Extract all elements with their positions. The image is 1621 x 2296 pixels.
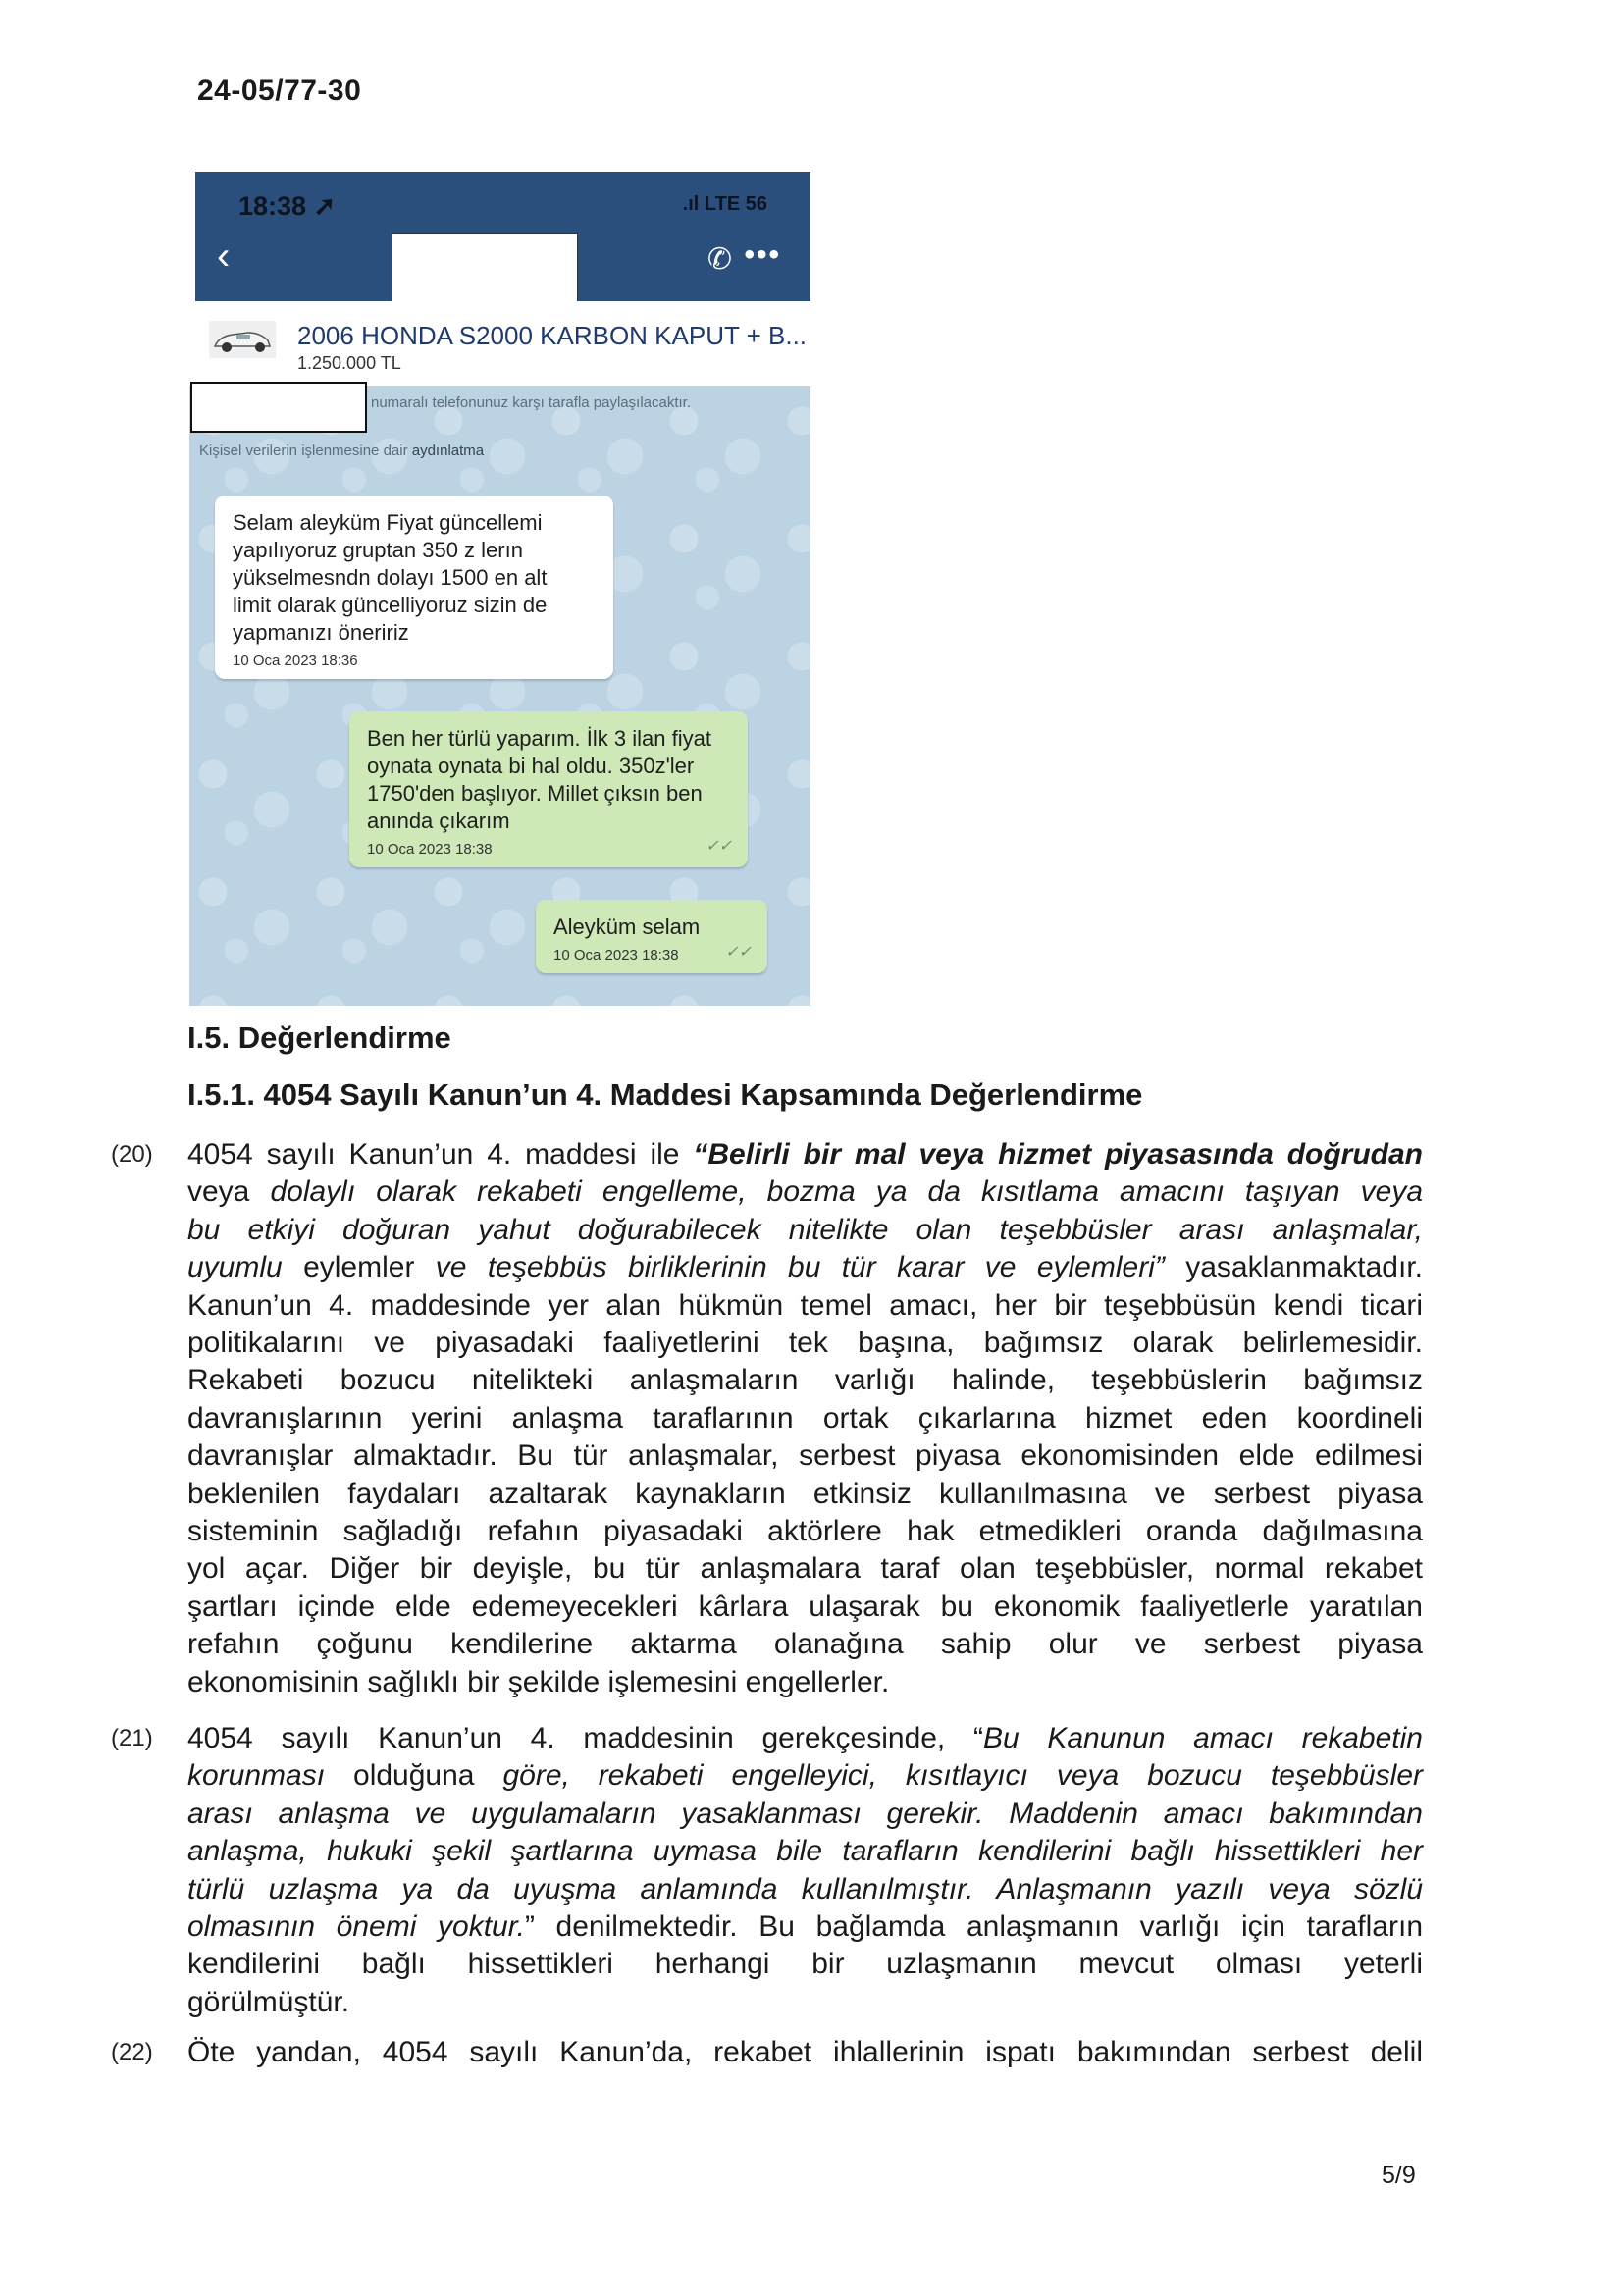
text-run: eylemler — [282, 1251, 436, 1284]
text-run: olduğuna — [325, 1759, 503, 1793]
text-line: davranışlar almaktadır. Bu tür anlaşmalar, serbest piyasa ekonomisinden elde edilmesi — [187, 1439, 1423, 1473]
listing-price: 1.250.000 TL — [297, 353, 401, 373]
privacy-link[interactable]: aydınlatma — [411, 443, 485, 459]
text-line — [187, 1136, 1423, 1174]
quote-run: korunması — [187, 1759, 326, 1793]
redacted-contact-name — [392, 233, 578, 303]
paragraph-20 — [187, 1136, 1423, 1701]
message-outgoing — [349, 711, 748, 867]
car-thumbnail-icon — [209, 321, 276, 358]
text-run: 4054 sayılı Kanun’un 4. maddesinin gerekçesinde, “ — [187, 1722, 983, 1754]
text-line — [187, 1720, 1423, 1757]
quote-run: göre, rekabeti engelleyici, kısıtlayıcı veya bozucu teşebbüsler — [502, 1759, 1423, 1793]
listing-title: 2006 HONDA S2000 KARBON KAPUT + B... — [297, 321, 808, 350]
privacy-notice: numaralı telefonunuz karşı tarafla paylaşılacaktır. — [371, 394, 692, 411]
back-icon[interactable]: ‹ — [217, 235, 231, 278]
status-time: 18:38 ➚ — [238, 191, 337, 221]
text-line: şartları içinde elde edemeyecekleri kârlara ulaşarak bu ekonomik faaliyetlerle yaratılan — [187, 1590, 1423, 1623]
message-text: Ben her türlü yaparım. İlk 3 ilan fiyat oynata oynata bi hal oldu. 350z'ler 1750'den başlıyor. Millet çıksın ben anında çıkarım — [367, 726, 711, 833]
redacted-phone-number — [190, 382, 367, 433]
paragraph-21 — [187, 1720, 1423, 2021]
text-run: yasaklanmaktadır. — [1164, 1251, 1423, 1284]
text-line: refahın çoğunu kendilerine aktarma olanağına sahip olur ve serbest piyasa — [187, 1628, 1423, 1661]
text-line: davranışlarının yerini anlaşma taraflarının ortak çıkarlarına hizmet eden koordineli — [187, 1401, 1423, 1435]
paragraph-22 — [187, 2034, 1423, 2071]
chat-header — [195, 172, 810, 301]
text-line: politikalarını ve piyasadaki faaliyetlerini tek başına, bağımsız olarak belirlemesidir. — [187, 1327, 1423, 1360]
quote-run: anlaşma, hukuki şekil şartlarına uymasa bile tarafların kendilerini bağlı hissettikleri her — [187, 1835, 1423, 1868]
text-run: veya — [187, 1175, 271, 1209]
phone-icon[interactable]: ✆ — [706, 243, 732, 276]
text-line — [187, 1174, 1423, 1211]
message-text: Selam aleyküm Fiyat güncellemi yapılıyoruz gruptan 350 z lerın yükselmesndn dolayı 1500 en alt limit olarak güncelliyoruz sizin de yapmanızı öneririz — [233, 510, 548, 645]
text-line — [187, 1249, 1423, 1286]
text-line — [187, 1757, 1423, 1795]
more-icon[interactable]: ••• — [744, 238, 781, 271]
text-run: 4054 sayılı Kanun’un 4. maddesi ile — [187, 1138, 694, 1171]
text-line: Kanun’un 4. maddesinde yer alan hükmün temel amacı, her bir teşebbüsün kendi ticari — [187, 1288, 1423, 1322]
text-line: ekonomisinin sağlıklı bir şekilde işlemesini engellerler. — [187, 1665, 890, 1698]
quote-run: bu etkiyi doğuran yahut doğurabilecek nitelikte olan teşebbüsler arası anlaşmalar, — [187, 1213, 1423, 1246]
text-line — [187, 1212, 1423, 1249]
quote-run: Bu Kanunun amacı rekabetin — [982, 1722, 1423, 1754]
message-text: Aleyküm selam — [553, 914, 701, 939]
section-heading: I.5. Değerlendirme — [187, 1020, 451, 1055]
text-run: ” denilmektedir. Bu bağlamda anlaşmanın varlığı için tarafların — [524, 1910, 1424, 1944]
text-line — [187, 1908, 1423, 1946]
quote-run: olmasının önemi yoktur. — [187, 1910, 525, 1944]
quote-run: ve teşebbüs birliklerinin bu tür karar ve eylemleri” — [435, 1251, 1165, 1284]
text-line: yol açar. Diğer bir deyişle, bu tür anlaşmalara taraf olan teşebbüsler, normal rekabet — [187, 1552, 1423, 1586]
text-line: Rekabeti bozucu nitelikteki anlaşmaların varlığı halinde, teşebbüslerin bağımsız — [187, 1364, 1423, 1397]
text-line — [187, 1871, 1423, 1908]
read-ticks-icon: ✓✓ — [725, 944, 752, 961]
quote-run: türlü uzlaşma ya da uyuşma anlamında kullanılmıştır. Anlaşmanın yazılı veya sözlü — [187, 1872, 1423, 1905]
paragraph-number: (21) — [111, 1725, 153, 1751]
text-line — [187, 1833, 1423, 1870]
quote-run: dolaylı olarak rekabeti engelleme, bozma ya da kısıtlama amacını taşıyan veya — [270, 1175, 1423, 1209]
paragraph-number: (20) — [111, 1141, 153, 1168]
quote-run: “Belirli bir mal veya hizmet piyasasında doğrudan — [693, 1138, 1424, 1171]
listing-banner[interactable] — [195, 301, 810, 388]
chat-screenshot — [187, 172, 810, 1006]
signal-icon: .ıl LTE 56 — [682, 193, 767, 215]
message-time: 10 Oca 2023 18:38 — [367, 841, 493, 858]
message-time: 10 Oca 2023 18:38 — [553, 947, 679, 964]
subsection-heading: I.5.1. 4054 Sayılı Kanun’un 4. Maddesi Kapsamında Değerlendirme — [187, 1077, 1143, 1112]
quote-run: uyumlu — [187, 1251, 283, 1284]
text-line: beklenilen faydaları azaltarak kaynakların etkinsiz kullanılmasına ve serbest piyasa — [187, 1477, 1423, 1510]
text-line: sisteminin sağladığı refahın piyasadaki aktörlere hak etmedikleri oranda dağılmasına — [187, 1515, 1423, 1548]
quote-run: arası anlaşma ve uygulamaların yasaklanması gerekir. Maddenin amacı bakımından — [187, 1797, 1423, 1830]
text-line — [187, 1796, 1423, 1833]
privacy-link-line — [199, 443, 484, 459]
page-number: 5/9 — [1382, 2162, 1416, 2189]
privacy-text: Kişisel verilerin işlenmesine dair — [199, 443, 412, 459]
text-line: kendilerini bağlı hissettikleri herhangi bir uzlaşmanın mevcut olması yeterli — [187, 1948, 1423, 1981]
document-reference: 24-05/77-30 — [197, 75, 362, 107]
message-time: 10 Oca 2023 18:36 — [233, 652, 358, 669]
text-line: görülmüştür. — [187, 1985, 350, 2018]
message-outgoing — [536, 900, 767, 973]
read-ticks-icon: ✓✓ — [706, 838, 732, 855]
paragraph-number: (22) — [111, 2039, 153, 2065]
text-line: Öte yandan, 4054 sayılı Kanun’da, rekabet ihlallerinin ispatı bakımından serbest delil — [187, 2036, 1423, 2068]
message-incoming — [215, 496, 613, 679]
